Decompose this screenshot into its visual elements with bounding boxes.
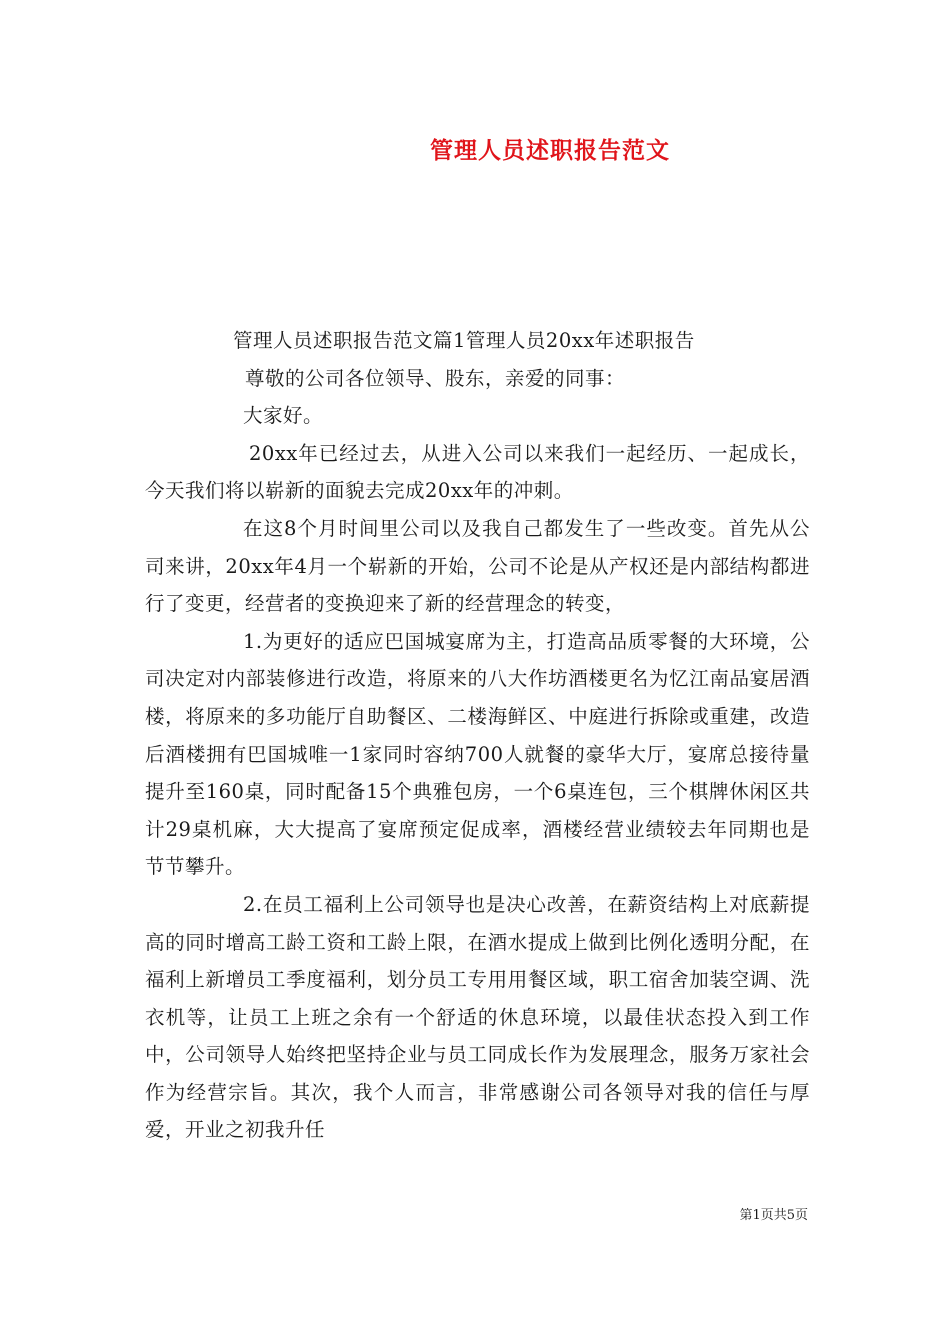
document-subtitle: 管理人员述职报告范文篇1管理人员20xx年述职报告 — [233, 329, 695, 352]
document-body — [145, 322, 810, 1149]
paragraph: 1.为更好的适应巴国城宴席为主，打造高品质零餐的大环境，公司决定对内部装修进行改造，将原来的八大作坊酒楼更名为忆江南品宴居酒楼，将原来的多功能厅自助餐区、二楼海鲜区、中庭进行拆除或重建，改造后酒楼拥有巴国城唯一1家同时容纳700人就餐的豪华大厅，宴席总接待量提升至160桌，同时配备15个典雅包房，一个6桌连包，三个棋牌休闲区共计29桌机麻，大大提高了宴席预定促成率，酒楼经营业绩较去年同期也是节节攀升。 — [145, 629, 810, 879]
page-number-footer: 第1页共5页 — [739, 1208, 808, 1223]
hello-line: 大家好。 — [243, 404, 324, 428]
paragraph: 2.在员工福利上公司领导也是决心改善，在薪资结构上对底薪提高的同时增高工龄工资和工龄上限，在酒水提成上做到比例化透明分配，在福利上新增员工季度福利，划分员工专用用餐区域，职工宿舍加装空调、洗衣机等，让员工上班之余有一个舒适的休息环境，以最佳状态投入到工作中，公司领导人始终把坚持企业与员工同成长作为发展理念，服务万家社会作为经营宗旨。其次，我个人而言，非常感谢公司各领导对我的信任与厚爱，开业之初我升任 — [145, 892, 810, 1142]
paragraph: 在这8个月时间里公司以及我自己都发生了一些改变。首先从公司来讲，20xx年4月一个崭新的开始，公司不论是从产权还是内部结构都进行了变更，经营者的变换迎来了新的经营理念的转变， — [145, 516, 810, 616]
greeting-line: 尊敬的公司各位领导、股东，亲爱的同事： — [245, 366, 626, 390]
paragraph: 20xx年已经过去，从进入公司以来我们一起经历、一起成长，今天我们将以崭新的面貌去完成20xx年的冲刺。 — [145, 441, 810, 503]
document-title: 管理人员述职报告范文 — [430, 137, 670, 164]
